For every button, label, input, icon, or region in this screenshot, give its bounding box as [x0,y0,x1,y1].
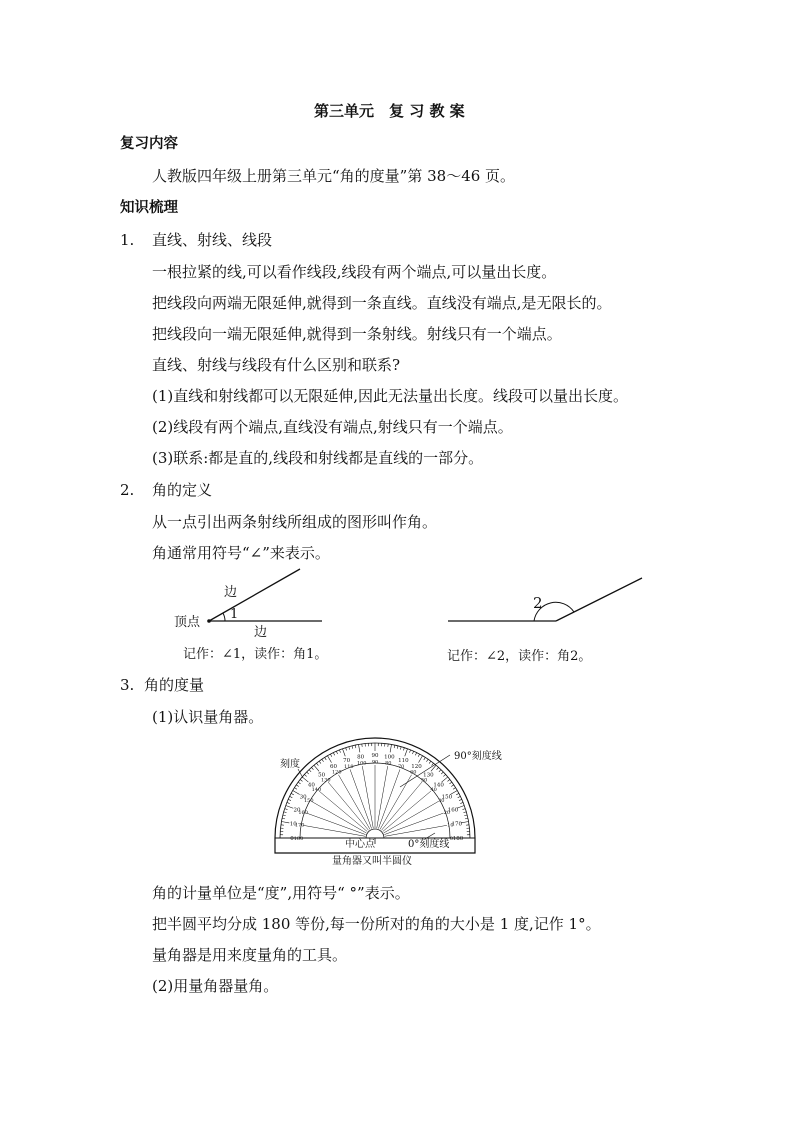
scale-tick [412,751,413,754]
item1-line: 把线段向一端无限延伸,就得到一条射线。射线只有一个端点。 [152,325,562,343]
item3-number: 3. [120,676,135,694]
scale-tick [352,746,353,749]
scale-tick [336,751,337,754]
scale-tick [394,745,395,748]
scale-tick [333,753,334,756]
scale-tick [339,750,340,753]
outer-scale-number: 50 [318,772,326,779]
item1-line: 一根拉紧的线,可以看作线段,线段有两个端点,可以量出长度。 [152,263,557,281]
scale-tick [283,815,286,816]
item3-heading: 角的度量 [144,676,205,694]
scale-tick [325,757,327,760]
center-mark [366,829,384,838]
side-top-label: 边 [224,585,238,600]
scale-tick [293,791,300,795]
scale-label: 刻度 [280,759,300,770]
outer-scale-number: 30 [299,794,307,801]
page-title: 第三单元 复 习 教 案 [314,102,465,120]
scale-tick [317,763,319,765]
angle-arc [223,613,225,621]
scale-tick [458,796,461,797]
outer-scale-number: 110 [398,758,409,765]
knowledge-heading: 知识梳理 [120,199,178,216]
inner-scale-number: 160 [298,809,308,816]
outer-scale-number: 170 [451,821,462,828]
scale-tick [449,782,451,784]
scale-tick [431,765,436,771]
inner-scale-number: 10 [447,822,454,829]
outer-scale-number: 20 [293,807,301,814]
outer-scale-number: 150 [441,794,453,801]
inner-scale-number: 150 [303,797,314,804]
inner-scale-number: 180 [293,836,304,842]
scale-tick [296,785,298,787]
inner-scale-number: 60 [410,769,417,776]
angle-figure-2 [444,570,649,630]
angle-1-label: 1 [230,607,239,622]
outer-scale-number: 180 [452,836,464,842]
item2-line: 从一点引出两条射线所组成的图形叫作角。 [152,513,438,531]
vertex-label: 顶点 [174,615,201,630]
center-point-label: 中心点 [345,839,375,850]
scale-tick [409,750,410,753]
scale-tick [288,799,291,800]
item3-line: 把半圆平均分成 180 等份,每一份所对的角的大小是 1 度,记作 1°。 [152,915,601,933]
scale-tick [290,796,293,797]
scale-tick [460,802,463,803]
scale-tick [309,770,311,772]
protractor-figure [270,735,520,870]
scale-tick [424,757,426,760]
scale-tick [437,767,439,769]
inner-scale-number: 110 [344,764,354,771]
inner-scale-number: 90 [371,759,379,766]
scale-tick [346,748,347,751]
inner-scale-number: 30 [438,797,445,804]
scale-tick [349,747,350,750]
item2-number: 2. [120,481,135,499]
inner-scale-number: 100 [356,760,367,767]
scale-tick [300,780,302,782]
scale-tick [287,802,290,803]
scale-tick [442,777,448,782]
item2-line: 角通常用符号“∠”来表示。 [152,544,330,562]
inner-scale-number: 0 [449,836,454,842]
scale-tick [443,774,445,776]
outer-scale-number: 40 [307,782,315,789]
scale-tick [403,748,404,751]
outer-scale-number: 130 [423,772,434,779]
outer-scale-number: 10 [289,821,297,828]
inner-scale-number: 120 [331,769,342,776]
scale-tick [291,793,294,794]
scale-tick [286,806,294,809]
inner-scale-number: 140 [311,786,322,793]
protractor-caption: 量角器又叫半圆仪 [332,856,412,867]
scale-tick [463,812,466,813]
scale-tick [343,749,346,757]
scale-tick [281,822,289,823]
outer-scale-number: 100 [384,754,395,761]
degree-0-line-label: 0°刻度线 [408,839,450,850]
item2-heading: 角的定义 [152,481,213,499]
scale-tick [418,754,419,757]
inner-scale-number: 50 [420,777,428,784]
item1-line: (2)线段有两个端点,直线没有端点,射线只有一个端点。 [152,418,513,436]
outer-scale-number: 120 [411,764,422,771]
scale-tick [459,799,462,800]
angle-ray-right [556,578,642,621]
scale-tick [355,745,356,748]
scale-tick [330,754,331,757]
scale-tick [405,749,408,757]
inner-scale-number: 130 [321,777,331,784]
scale-tick [307,772,309,774]
item1-line: 直线、射线与线段有什么区别和联系? [152,356,401,374]
scale-tick [426,759,428,761]
outer-scale-number: 80 [357,754,365,761]
scale-tick [294,788,297,790]
scale-tick [359,744,360,752]
scale-tick [453,788,456,790]
scale-tick [447,780,449,782]
scale-tick [319,761,321,763]
inner-scale-number: 70 [397,764,405,771]
outer-scale-number: 60 [330,764,337,771]
item3-line: (2)用量角器量角。 [152,977,279,995]
item3-line: 角的计量单位是“度”,用符号“ °”表示。 [152,884,410,902]
scale-tick [465,818,468,819]
scale-tick [441,772,443,774]
review-content-text: 人教版四年级上册第三单元“角的度量”第 38～46 页。 [152,167,516,185]
review-content-heading: 复习内容 [120,135,178,152]
scale-tick [298,782,300,784]
inner-scale-number: 20 [443,809,451,816]
item1-heading: 直线、射线、线段 [152,231,273,249]
angle-2-label: 2 [533,594,543,612]
scale-tick [285,809,288,810]
scale-tick [451,785,453,787]
scale-tick [415,753,416,756]
figure2-caption: 记作：∠2，读作：角2。 [447,649,592,664]
item3-sub1: (1)认识量角器。 [152,708,264,726]
item3-line: 量角器是用来度量角的工具。 [152,946,348,964]
angle-figure-1 [170,565,330,640]
scale-tick [322,759,324,761]
outer-scale-number: 140 [433,782,444,789]
degree-90-line-label: 90°刻度线 [454,751,502,762]
side-bottom-label: 边 [254,625,268,640]
scale-tick [432,763,434,765]
item1-line: (3)联系:都是直的,线段和射线都是直线的一部分。 [152,449,484,467]
scale-tick [284,812,287,813]
scale-tick [304,774,306,776]
scale-tick [456,793,459,794]
scale-tick [419,756,423,763]
inner-scale-number: 170 [294,822,305,829]
outer-scale-number: 90 [371,753,379,759]
outer-scale-number: 70 [343,758,351,765]
outer-scale-number: 0 [290,836,294,842]
inner-scale-number: 40 [430,786,437,793]
scale-tick [439,770,441,772]
scale-tick [328,756,332,763]
vertex-dot [207,619,211,623]
item1-line: 把线段向两端无限延伸,就得到一条直线。直线没有端点,是无限长的。 [152,294,612,312]
outer-scale-number: 160 [447,807,459,814]
figure1-caption: 记作：∠1，读作：角1。 [183,647,328,662]
scale-tick [314,765,319,771]
scale-tick [400,747,401,750]
item1-number: 1. [120,231,135,249]
scale-tick [390,744,391,752]
scale-tick [462,809,465,810]
scale-tick [311,767,313,769]
scale-tick [282,818,285,819]
item1-line: (1)直线和射线都可以无限延伸,因此无法量出长度。线段可以量出长度。 [152,387,629,405]
scale-tick [429,761,431,763]
scale-tick [397,746,398,749]
scale-tick [464,815,467,816]
inner-scale-number: 80 [385,760,392,767]
